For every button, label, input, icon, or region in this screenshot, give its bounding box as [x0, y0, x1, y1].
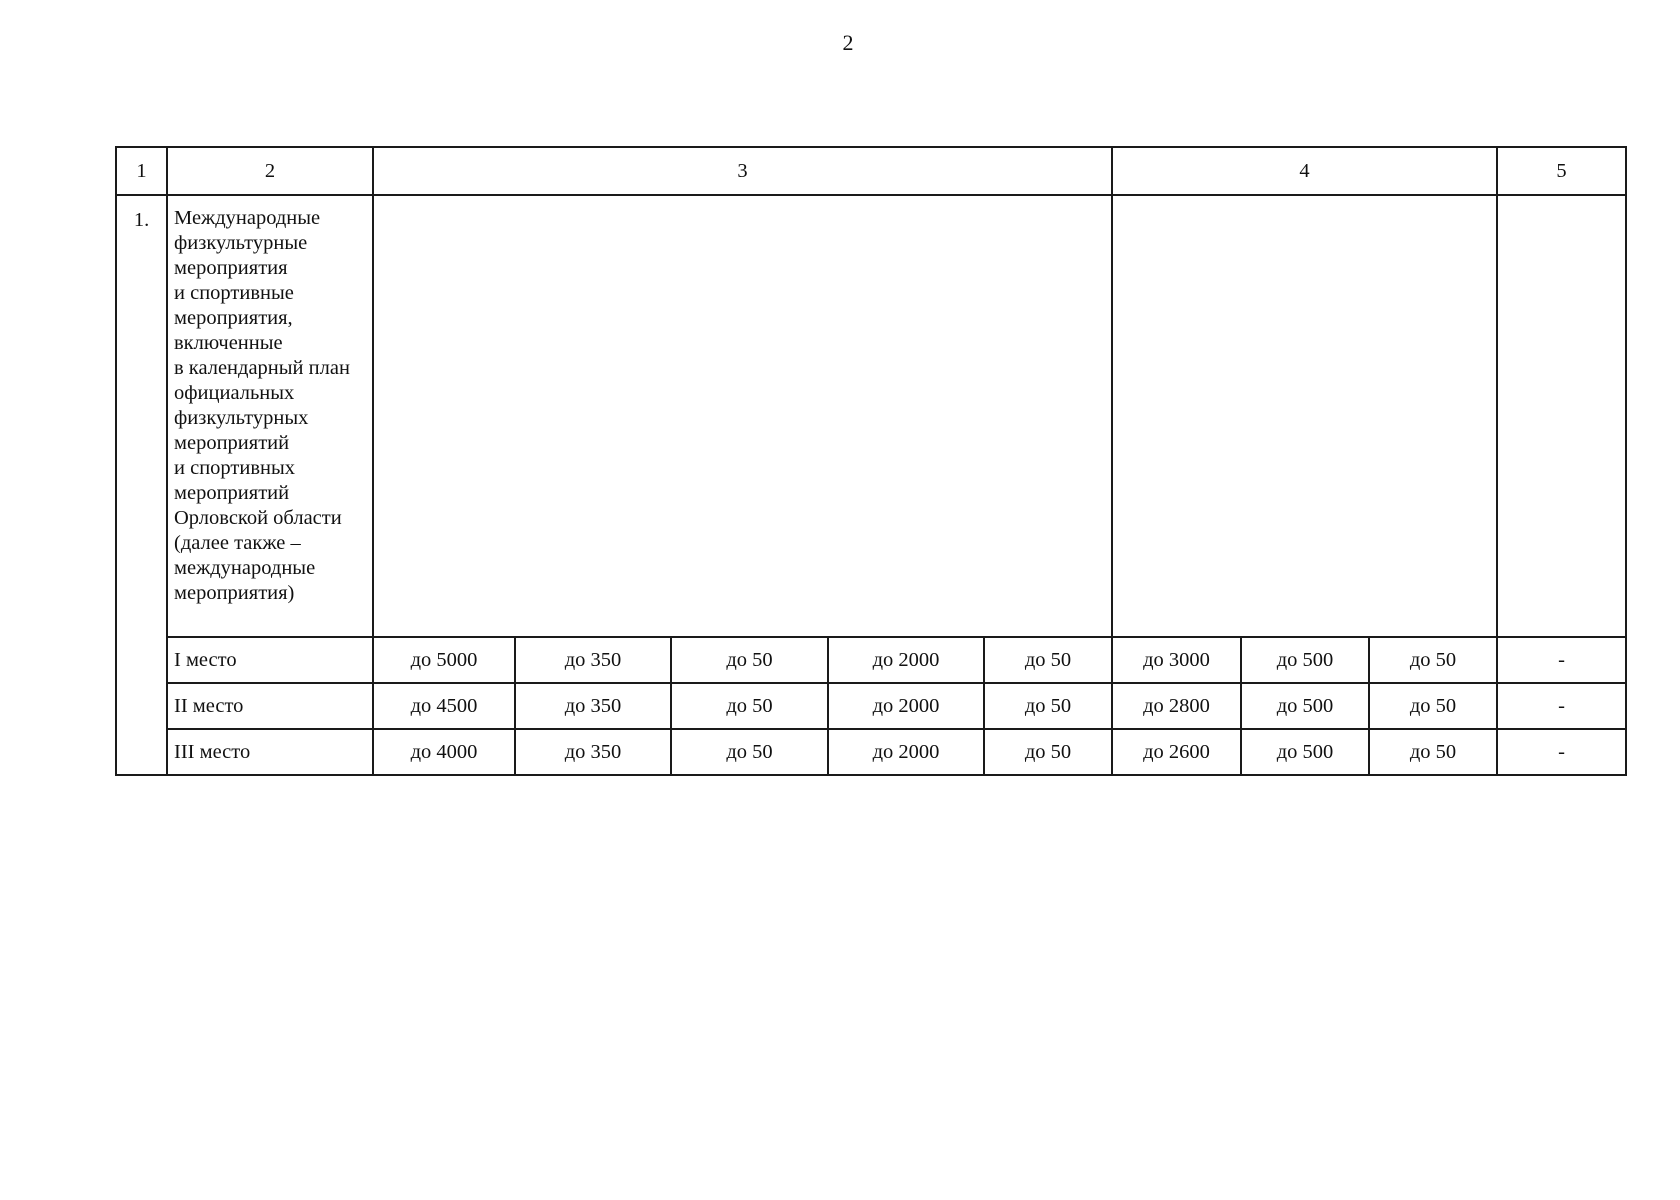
description-line: международные — [174, 557, 316, 579]
header-col-5: 5 — [1497, 147, 1626, 195]
table-cell: до 50 — [1369, 637, 1497, 683]
description-line: и спортивных — [174, 457, 295, 479]
col-3-empty-cell — [373, 195, 1112, 637]
header-row — [116, 147, 1626, 195]
header-col-2: 2 — [167, 147, 373, 195]
table-cell: до 50 — [984, 729, 1112, 775]
table-cell: до 350 — [515, 637, 671, 683]
col-5-empty-cell — [1497, 195, 1626, 637]
description-line: (далее также – — [174, 532, 301, 554]
table-cell: до 50 — [1369, 683, 1497, 729]
table-cell: - — [1497, 729, 1626, 775]
description-line: Орловской области — [174, 507, 342, 529]
table-cell: до 4500 — [373, 683, 515, 729]
table-cell: до 2000 — [828, 637, 984, 683]
description-line: в календарный план — [174, 357, 350, 379]
table-cell: до 500 — [1241, 729, 1369, 775]
table-cell: до 500 — [1241, 637, 1369, 683]
description-line: мероприятия) — [174, 582, 295, 604]
description-line: мероприятия — [174, 257, 288, 279]
place-label: II место — [167, 683, 373, 729]
place-label: III место — [167, 729, 373, 775]
place-row-third — [116, 729, 1626, 775]
description-line: Международные — [174, 207, 321, 229]
header-col-1: 1 — [116, 147, 167, 195]
table-cell: до 50 — [671, 683, 828, 729]
page-number: 2 — [842, 30, 854, 55]
table-cell: до 2000 — [828, 683, 984, 729]
header-col-4: 4 — [1112, 147, 1497, 195]
col-4-empty-cell — [1112, 195, 1497, 637]
table-cell: до 50 — [1369, 729, 1497, 775]
description-line: мероприятий — [174, 482, 290, 504]
description-line: и спортивные — [174, 282, 294, 304]
table-cell: до 350 — [515, 683, 671, 729]
row-number: 1. — [116, 195, 167, 775]
table-cell: до 2000 — [828, 729, 984, 775]
table-cell: до 50 — [984, 637, 1112, 683]
table-cell: до 50 — [671, 729, 828, 775]
place-label: I место — [167, 637, 373, 683]
table-cell: - — [1497, 683, 1626, 729]
allowance-table — [115, 146, 1627, 776]
table-cell: до 2600 — [1112, 729, 1241, 775]
description-line: официальных — [174, 382, 295, 404]
event-description — [167, 195, 373, 637]
place-row-second — [116, 683, 1626, 729]
table-cell: - — [1497, 637, 1626, 683]
header-col-3: 3 — [373, 147, 1112, 195]
event-row — [116, 195, 1626, 637]
table-cell: до 50 — [984, 683, 1112, 729]
table-cell: до 5000 — [373, 637, 515, 683]
description-line: мероприятия, — [174, 307, 293, 329]
description-line: мероприятий — [174, 432, 290, 454]
table-cell: до 500 — [1241, 683, 1369, 729]
description-line: включенные — [174, 332, 283, 354]
table-cell: до 4000 — [373, 729, 515, 775]
description-line: физкультурных — [174, 407, 309, 429]
table-cell: до 3000 — [1112, 637, 1241, 683]
table-cell: до 350 — [515, 729, 671, 775]
table-cell: до 50 — [671, 637, 828, 683]
place-row-first — [116, 637, 1626, 683]
table-cell: до 2800 — [1112, 683, 1241, 729]
description-line: физкультурные — [174, 232, 308, 254]
